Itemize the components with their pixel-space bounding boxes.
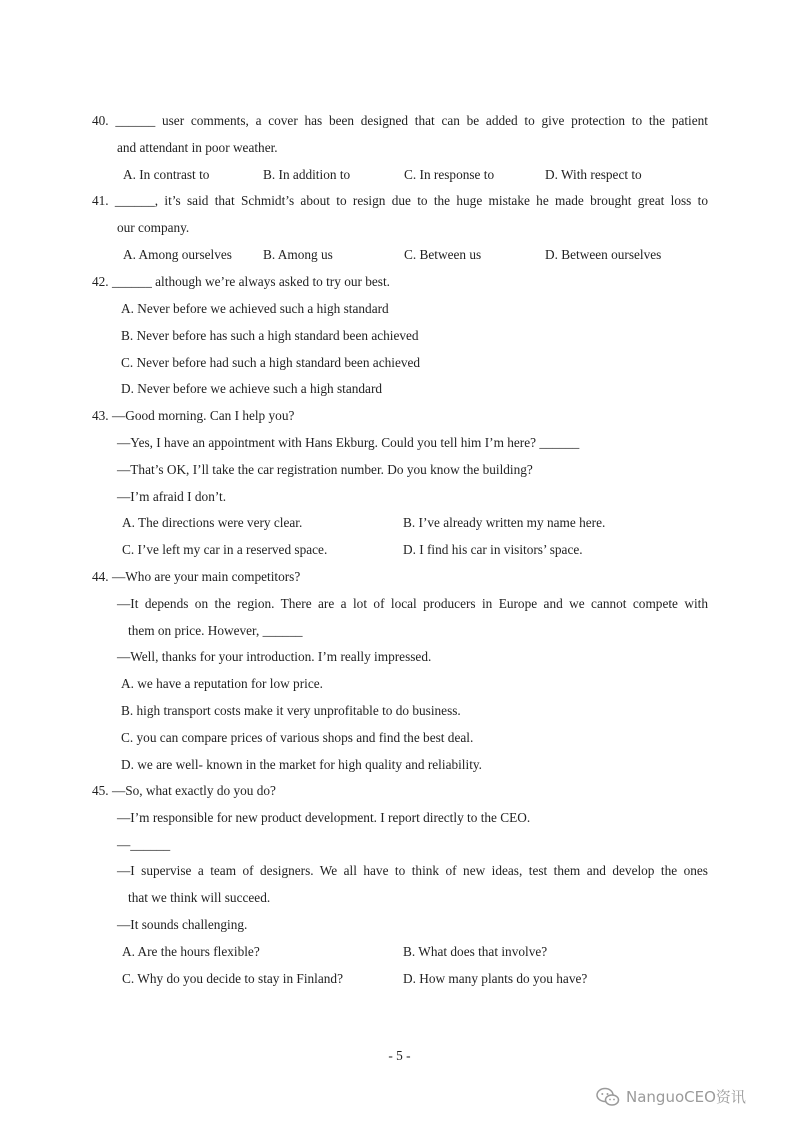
q42-option-b: B. Never before has such a high standard been achieved <box>121 328 419 343</box>
q45-dialogue-line: —It sounds challenging. <box>117 917 248 932</box>
q43-dialogue-line: —I’m afraid I don’t. <box>117 489 227 504</box>
q44-option-d: D. we are well- known in the market for high quality and reliability. <box>121 757 483 772</box>
q44-stem: 44. —Who are your main competitors? <box>92 569 301 584</box>
q45-option-a: A. Are the hours flexible? <box>122 944 260 959</box>
watermark-text: NanguoCEO资讯 <box>626 1087 746 1106</box>
q45-dialogue-line: —I supervise a team of designers. We all have to think of new ideas, test them and develop the ones <box>117 863 708 878</box>
wechat-icon <box>596 1087 620 1107</box>
q40-option-d: D. With respect to <box>545 167 642 182</box>
q40-stem: 40. ______ user comments, a cover has been designed that can be added to give protection to the patient <box>92 113 708 128</box>
q43-dialogue-line: —Yes, I have an appointment with Hans Ekburg. Could you tell him I’m here? ______ <box>117 435 580 450</box>
q43-option-a: A. The directions were very clear. <box>122 515 303 530</box>
q42-stem: 42. ______ although we’re always asked to try our best. <box>92 274 391 289</box>
q45-option-c: C. Why do you decide to stay in Finland? <box>122 971 343 986</box>
q41-stem-cont: our company. <box>117 220 190 235</box>
watermark <box>596 1087 746 1107</box>
q41-stem: 41. ______, it’s said that Schmidt’s about to resign due to the huge mistake he made brought great loss to <box>92 193 708 208</box>
q43-option-c: C. I’ve left my car in a reserved space. <box>122 542 328 557</box>
q45-option-d: D. How many plants do you have? <box>403 971 588 986</box>
q45-dialogue-line: —I’m responsible for new product development. I report directly to the CEO. <box>117 810 531 825</box>
q44-dialogue-line: —Well, thanks for your introduction. I’m really impressed. <box>117 649 432 664</box>
q42-option-c: C. Never before had such a high standard been achieved <box>121 355 421 370</box>
q41-option-d: D. Between ourselves <box>545 247 662 262</box>
q44-dialogue-line: —It depends on the region. There are a lot of local producers in Europe and we cannot compete with <box>117 596 708 611</box>
q44-option-c: C. you can compare prices of various shops and find the best deal. <box>121 730 474 745</box>
q44-option-a: A. we have a reputation for low price. <box>121 676 323 691</box>
q45-dialogue-line: that we think will succeed. <box>128 890 271 905</box>
q44-option-b: B. high transport costs make it very unprofitable to do business. <box>121 703 461 718</box>
q40-option-b: B. In addition to <box>263 167 351 182</box>
q43-dialogue-line: —That’s OK, I’ll take the car registration number. Do you know the building? <box>117 462 533 477</box>
q43-option-b: B. I’ve already written my name here. <box>403 515 606 530</box>
q45-option-b: B. What does that involve? <box>403 944 548 959</box>
q41-option-c: C. Between us <box>404 247 482 262</box>
q41-option-a: A. Among ourselves <box>123 247 232 262</box>
q45-stem: 45. —So, what exactly do you do? <box>92 783 276 798</box>
q42-option-d: D. Never before we achieve such a high standard <box>121 381 383 396</box>
q40-option-a: A. In contrast to <box>123 167 210 182</box>
q41-option-b: B. Among us <box>263 247 333 262</box>
q43-stem: 43. —Good morning. Can I help you? <box>92 408 295 423</box>
q40-option-c: C. In response to <box>404 167 495 182</box>
q44-dialogue-line: them on price. However, ______ <box>128 623 303 638</box>
q42-option-a: A. Never before we achieved such a high standard <box>121 301 389 316</box>
q45-dialogue-line: —______ <box>117 837 171 852</box>
q40-stem-cont: and attendant in poor weather. <box>117 140 278 155</box>
q43-option-d: D. I find his car in visitors’ space. <box>403 542 583 557</box>
page-number: - 5 - <box>388 1048 411 1063</box>
